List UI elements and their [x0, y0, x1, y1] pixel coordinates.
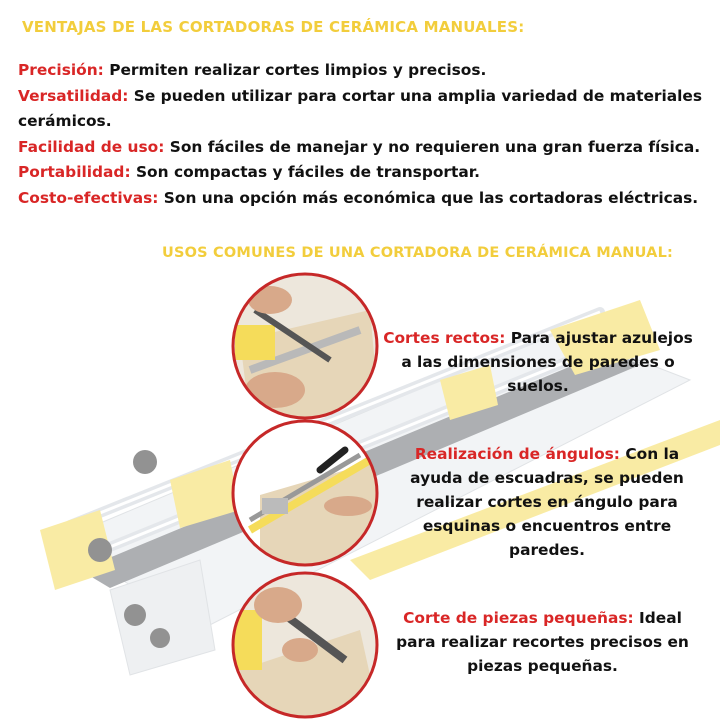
advantage-ease-of-use: [18, 135, 708, 161]
use-straight-cuts: [380, 326, 696, 398]
advantage-cost: [18, 186, 708, 212]
advantage-portability: [18, 160, 708, 186]
advantage-term: Versatilidad:: [18, 86, 129, 105]
advantage-text: Se pueden utilizar para cortar una amplia variedad de materiales cerámicos.: [18, 86, 703, 130]
advantage-text: Son fáciles de manejar y no requieren una gran fuerza física.: [164, 137, 701, 156]
advantage-versatility: [18, 84, 708, 135]
advantage-precision: [18, 58, 708, 84]
use-text: Para ajustar azulejos a las dimensiones de paredes o suelos.: [401, 329, 693, 395]
use-term: Cortes rectos:: [383, 329, 506, 347]
advantage-term: Precisión:: [18, 61, 104, 79]
use-text: Con la ayuda de escuadras, se pueden realizar cortes en ángulo para esquinas o encuentros entre paredes.: [410, 445, 684, 559]
advantage-text: Permiten realizar cortes limpios y precisos.: [103, 61, 487, 79]
advantage-term: Costo-efectivas:: [18, 188, 159, 207]
straight-cut-photo: [230, 270, 380, 420]
advantages-heading: VENTAJAS DE LAS CORTADORAS DE CERÁMICA MANUALES:: [22, 18, 525, 36]
use-angle-cuts: [398, 442, 696, 562]
advantage-term: Facilidad de uso:: [18, 137, 165, 156]
advantages-list: [18, 58, 708, 211]
use-small-pieces: [385, 606, 700, 678]
use-text: Ideal para realizar recortes precisos en piezas pequeñas.: [396, 609, 689, 675]
advantage-text: Son una opción más económica que las cortadoras eléctricas.: [158, 188, 699, 207]
use-term: Realización de ángulos:: [414, 445, 620, 463]
uses-heading: USOS COMUNES DE UNA CORTADORA DE CERÁMICA MANUAL:: [162, 245, 674, 261]
advantage-term: Portabilidad:: [18, 163, 131, 181]
advantage-text: Son compactas y fáciles de transportar.: [130, 163, 480, 181]
use-term: Corte de piezas pequeñas:: [403, 609, 634, 627]
